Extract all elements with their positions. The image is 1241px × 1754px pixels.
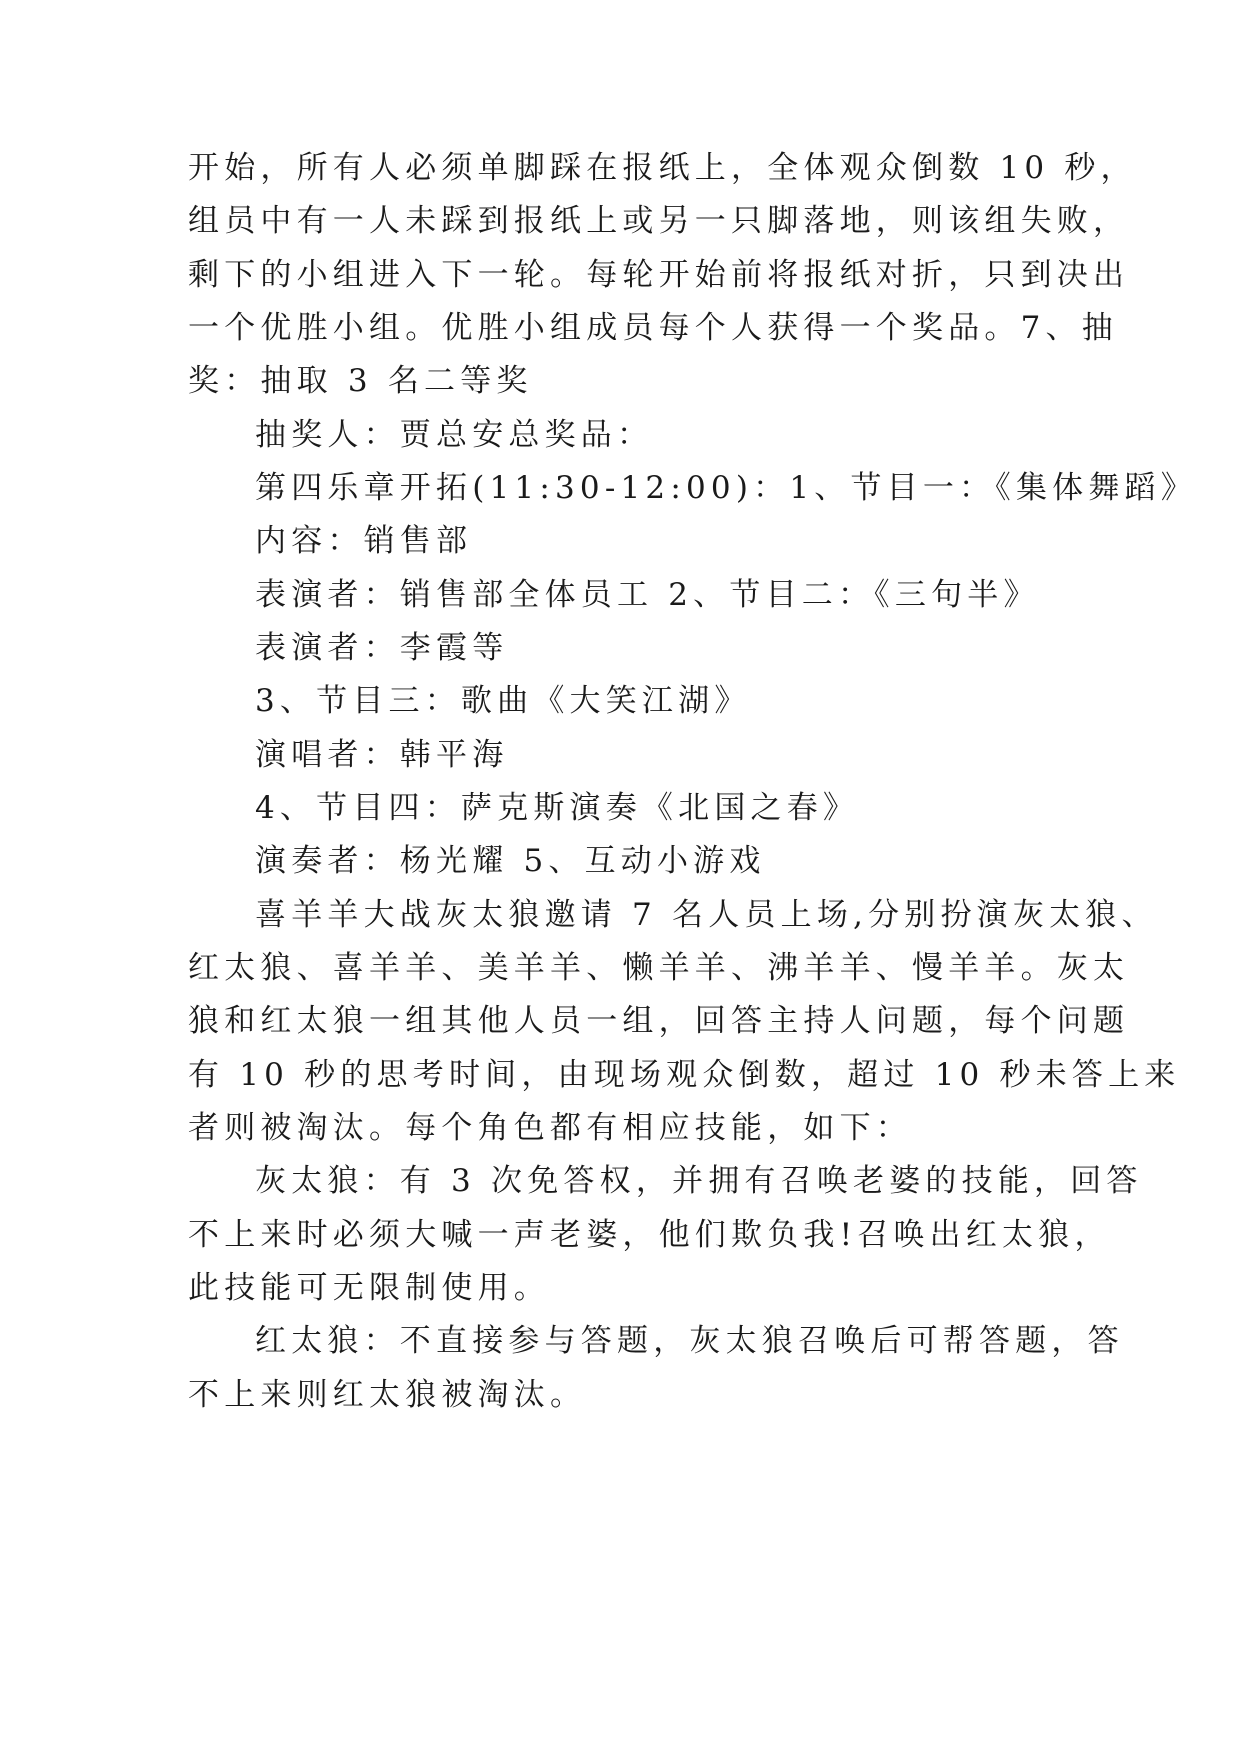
- text-line: 红太狼：不直接参与答题，灰太狼召唤后可帮答题，答: [255, 1323, 1124, 1359]
- text-line: 剩下的小组进入下一轮。每轮开始前将报纸对折，只到决出: [188, 257, 1130, 293]
- text-line: 组员中有一人未踩到报纸上或另一只脚落地，则该组失败，: [188, 203, 1130, 239]
- text-line: 有 10 秒的思考时间，由现场观众倒数，超过 10 秒未答上来: [188, 1057, 1181, 1093]
- text-line: 内容：销售部: [255, 523, 473, 559]
- text-line: 者则被淘汰。每个角色都有相应技能，如下：: [188, 1110, 912, 1146]
- text-line: 4、节目四：萨克斯演奏《北国之春》: [255, 790, 860, 826]
- text-line: 喜羊羊大战灰太狼邀请 7 名人员上场,分别扮演灰太狼、: [255, 897, 1158, 933]
- text-line: 奖：抽取 3 名二等奖: [188, 363, 533, 399]
- text-line: 此技能可无限制使用。: [188, 1270, 550, 1306]
- text-line: 一个优胜小组。优胜小组成员每个人获得一个奖品。7、抽: [188, 310, 1118, 346]
- text-line: 3、节目三：歌曲《大笑江湖》: [255, 683, 751, 719]
- text-line: 灰太狼：有 3 次免答权，并拥有召唤老婆的技能，回答: [255, 1163, 1143, 1199]
- text-line: 表演者：销售部全体员工 2、节目二：《三句半》: [255, 577, 1040, 613]
- text-line: 演奏者：杨光耀 5、互动小游戏: [255, 843, 766, 879]
- text-line: 不上来时必须大喊一声老婆，他们欺负我!召唤出红太狼，: [188, 1217, 1111, 1253]
- text-line: 表演者：李霞等: [255, 630, 509, 666]
- text-line: 狼和红太狼一组其他人员一组，回答主持人问题，每个问题: [188, 1003, 1130, 1039]
- text-line: 开始，所有人必须单脚踩在报纸上，全体观众倒数 10 秒，: [188, 150, 1137, 186]
- text-line: 抽奖人：贾总安总奖品：: [255, 417, 654, 453]
- text-line: 红太狼、喜羊羊、美羊羊、懒羊羊、沸羊羊、慢羊羊。灰太: [188, 950, 1130, 986]
- text-line: 演唱者：韩平海: [255, 737, 509, 773]
- text-line: 不上来则红太狼被淘汰。: [188, 1377, 587, 1413]
- text-line: 第四乐章开拓(11:30-12:00)：1、节目一：《集体舞蹈》: [255, 470, 1197, 506]
